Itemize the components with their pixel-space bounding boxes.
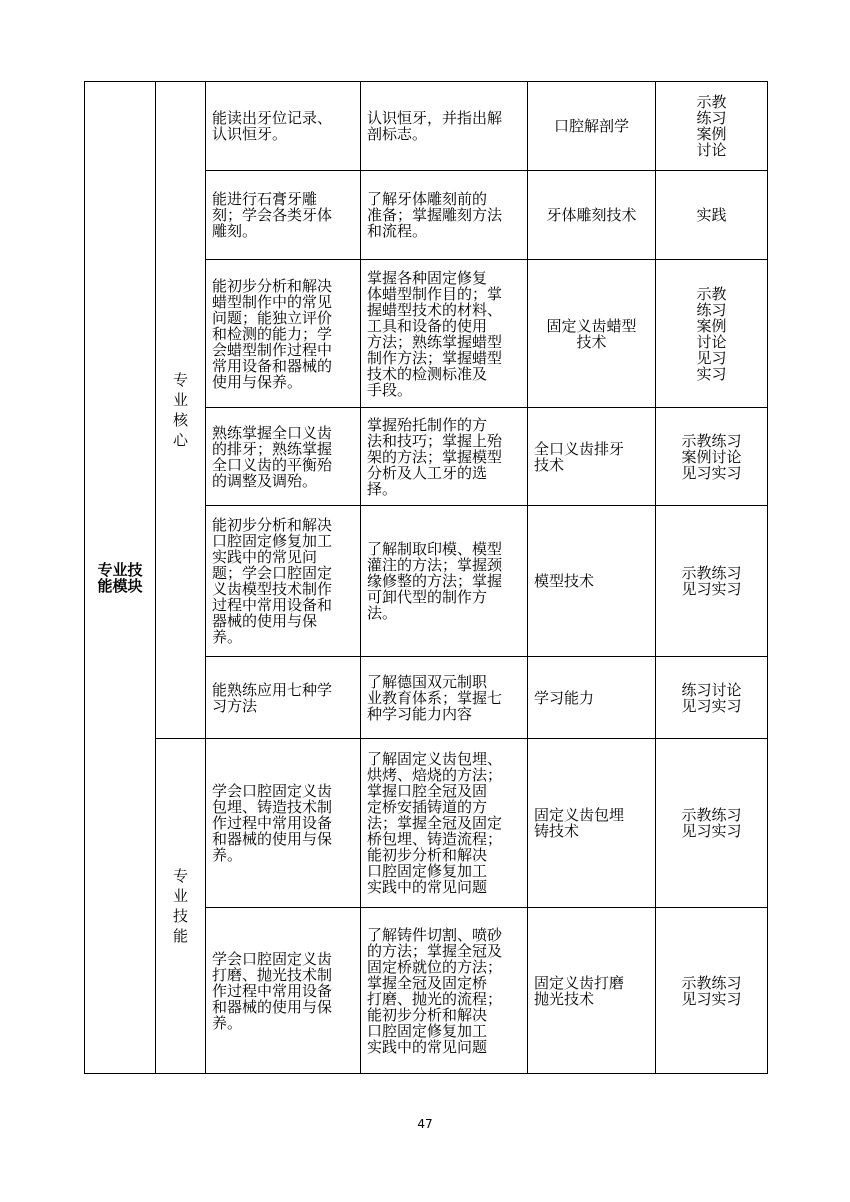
method-text: 示教练习 见习实习	[681, 973, 742, 1008]
method-cell	[656, 82, 768, 171]
ability-cell	[206, 657, 361, 739]
content-text: 了解牙体雕刻前的 准备；掌握雕刻方法 和流程。	[367, 190, 503, 240]
method-text: 示教 练习 案例 讨论 见习 实习	[696, 284, 727, 383]
content-cell	[361, 908, 528, 1074]
module-label: 专业技 能模块	[97, 560, 143, 595]
ability-text: 学会口腔固定义齿 打磨、抛光技术制 作过程中常用设备 和器械的使用与保 养。	[212, 949, 333, 1032]
method-text: 示教练习 见习实习	[681, 564, 742, 598]
course-text: 模型技术	[534, 572, 595, 590]
course-text: 口腔解剖学	[553, 117, 629, 135]
content-cell	[361, 171, 528, 260]
method-cell	[656, 506, 768, 657]
course-text: 固定义齿蜡型 技术	[546, 316, 637, 351]
ability-cell	[206, 82, 361, 171]
table-row	[85, 82, 768, 171]
ability-cell	[206, 408, 361, 506]
method-text: 示教练习 案例讨论 见习实习	[681, 431, 742, 482]
content-text: 掌握各种固定修复 体蜡型制作目的；掌 握蜡型技术的材料、 工具和设备的使用 方法；熟练掌握蜡型 制作方法；掌握蜡型 技术的检测标准及 手段。	[367, 268, 503, 399]
page-number: 47	[417, 1117, 433, 1131]
course-cell	[528, 171, 656, 260]
content-text: 了解铸件切割、喷砂 的方法；掌握全冠及 固定桥就位的方法； 掌握全冠及固定桥 打磨、抛光的流程； 能初步分析和解决 口腔固定修复加工 实践中的常见问题	[367, 925, 503, 1056]
content-text: 了解德国双元制职 业教育体系；掌握七 种学习能力内容	[367, 672, 503, 723]
content-cell	[361, 506, 528, 657]
ability-cell	[206, 739, 361, 908]
course-cell	[528, 260, 656, 408]
method-cell	[656, 171, 768, 260]
content-cell	[361, 408, 528, 506]
method-text: 练习讨论 见习实习	[681, 680, 742, 715]
course-text: 固定义齿打磨 抛光技术	[534, 973, 625, 1008]
course-cell	[528, 908, 656, 1074]
course-cell	[528, 408, 656, 506]
ability-text: 能读出牙位记录、 认识恒牙。	[212, 109, 333, 143]
course-text: 牙体雕刻技术	[546, 206, 637, 224]
ability-text: 能熟练应用七种学 习方法	[212, 680, 333, 715]
method-cell	[656, 408, 768, 506]
ability-text: 能进行石膏牙雕 刻；学会各类牙体 雕刻。	[212, 190, 333, 240]
content-text: 了解固定义齿包埋、 烘烤、焙烧的方法； 掌握口腔全冠及固 定桥安插铸道的方 法；掌握全冠及固定 桥包埋、铸造流程； 能初步分析和解决 口腔固定修复加工 实践中的常见问题	[367, 750, 503, 896]
content-cell	[361, 260, 528, 408]
ability-cell	[206, 260, 361, 408]
course-cell	[528, 82, 656, 171]
group-cell-core	[156, 82, 206, 739]
table-row	[85, 739, 768, 908]
content-text: 认识恒牙，并指出解 剖标志。	[367, 109, 503, 143]
group-label-skills: 专 业 技 能	[172, 867, 188, 945]
group-cell-skills	[156, 739, 206, 1074]
method-text: 示教 练习 案例 讨论	[696, 93, 727, 159]
method-cell	[656, 739, 768, 908]
course-cell	[528, 657, 656, 739]
course-text: 固定义齿包埋 铸技术	[534, 806, 625, 840]
ability-text: 能初步分析和解决 口腔固定修复加工 实践中的常见问 题；学会口腔固定 义齿模型技术制作 过程中常用设备和 器械的使用与保 养。	[212, 516, 333, 646]
content-cell	[361, 739, 528, 908]
method-text: 实践	[696, 206, 727, 224]
course-text: 学习能力	[534, 688, 595, 707]
method-cell	[656, 908, 768, 1074]
content-cell	[361, 657, 528, 739]
curriculum-table	[84, 81, 768, 1074]
content-text: 了解制取印模、模型 灌注的方法；掌握颈 缘修整的方法；掌握 可卸代型的制作方 法。	[367, 540, 503, 622]
ability-cell	[206, 908, 361, 1074]
ability-text: 学会口腔固定义齿 包埋、铸造技术制 作过程中常用设备 和器械的使用与保 养。	[212, 782, 333, 864]
module-cell	[85, 82, 156, 1074]
course-cell	[528, 506, 656, 657]
ability-cell	[206, 171, 361, 260]
method-cell	[656, 657, 768, 739]
ability-cell	[206, 506, 361, 657]
ability-text: 能初步分析和解决 蜡型制作中的常见 问题；能独立评价 和检测的能力；学 会蜡型制作过程中 常用设备和器械的 使用与保养。	[212, 276, 333, 391]
method-cell	[656, 260, 768, 408]
method-text: 示教练习 见习实习	[681, 806, 742, 840]
course-text: 全口义齿排牙 技术	[534, 439, 625, 474]
content-text: 掌握殆托制作的方 法和技巧；掌握上殆 架的方法；掌握模型 分析及人工牙的选 择。	[367, 415, 503, 498]
content-cell	[361, 82, 528, 171]
group-label-core: 专 业 核 心	[172, 371, 188, 449]
ability-text: 熟练掌握全口义齿 的排牙；熟练掌握 全口义齿的平衡殆 的调整及调殆。	[212, 423, 333, 490]
course-cell	[528, 739, 656, 908]
